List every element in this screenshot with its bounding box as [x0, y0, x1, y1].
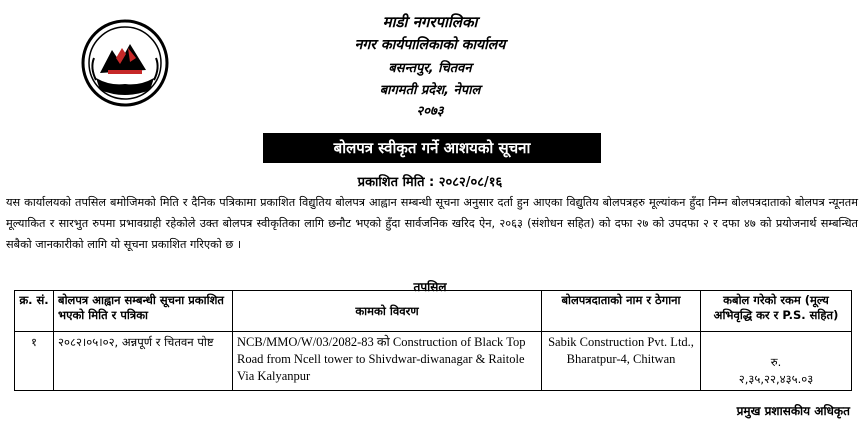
notice-body-text: यस कार्यालयको तपसिल बमोजिमको मिति र दैनिक पत्रिकामा प्रकाशित विद्युतिय बोलपत्र आह्वान सम्बन्धी सूचना अनुसार दर्ता हुन आएका विद्युतिय बोलपत्रहरु मूल्यांकन हुँदा निम्न बोलपत्रदाताको बोलपत्र न्यूनतम मूल्याकित र सारभुत रुपमा प्रभावग्राही रहेकोले उक्त बोलपत्र स्वीकृतिका लागि छनौट भएको हुँदा सार्वजनिक खरिद ऐन, २०६३ (संशोधन सहित) को दफा २७ को उपदफा २ र दफा ४७ को प्रयोजनार्थ सम्बन्धित सबैको जानकारीको लागि यो सूचना प्रकाशित गरिएको छ ।: [6, 196, 858, 251]
cell-bid-amount: [701, 332, 852, 391]
amount-currency: रु.: [770, 355, 782, 369]
cell-serial: १: [15, 332, 54, 391]
table-title: तपसिल: [413, 280, 447, 294]
signatory-title: प्रमुख प्रशासकीय अधिकृत: [736, 404, 850, 418]
header-notice-date: बोलपत्र आह्वान सम्बन्धी सूचना प्रकाशित भएको मिति र पत्रिका: [54, 291, 233, 332]
bid-details-table: [14, 290, 852, 391]
published-date: प्रकाशित मिति : २०८२/०८/१६: [357, 175, 503, 190]
header-bid-amount: कबोल गरेको रकम (मूल्य अभिवृद्धि कर र P.S. सहित): [701, 291, 852, 332]
notice-title-banner: बोलपत्र स्वीकृत गर्ने आशयको सूचना: [263, 133, 601, 163]
cell-bidder: Sabik Construction Pvt. Ltd., Bharatpur-4, Chitwan: [542, 332, 701, 391]
table-row: [15, 332, 852, 391]
established-year: २०७३: [416, 104, 444, 119]
header-bidder: बोलपत्रदाताको नाम र ठेगाना: [542, 291, 701, 332]
office-name: नगर कार्यपालिकाको कार्यालय: [354, 37, 506, 53]
municipality-emblem-icon: [80, 18, 170, 108]
cell-notice-date: २०८२।०५।०२, अन्नपूर्ण र चितवन पोष्ट: [54, 332, 233, 391]
office-address: बसन्तपुर, चितवन: [388, 61, 472, 76]
table-header-row: [15, 291, 852, 332]
cell-work-description: NCB/MMO/W/03/2082-83 को Construction of Black Top Road from Ncell tower to Shivdwar-diwanagar & Raitole Via Kalyanpur: [233, 332, 542, 391]
header-work-description: कामको विवरण: [233, 291, 542, 332]
header-serial: क्र. सं.: [15, 291, 54, 332]
municipality-name: माडी नगरपालिका: [382, 13, 478, 31]
amount-value: २,३५,२२,४३५.०३: [738, 372, 814, 386]
province-name: बागमती प्रदेश, नेपाल: [379, 83, 481, 98]
